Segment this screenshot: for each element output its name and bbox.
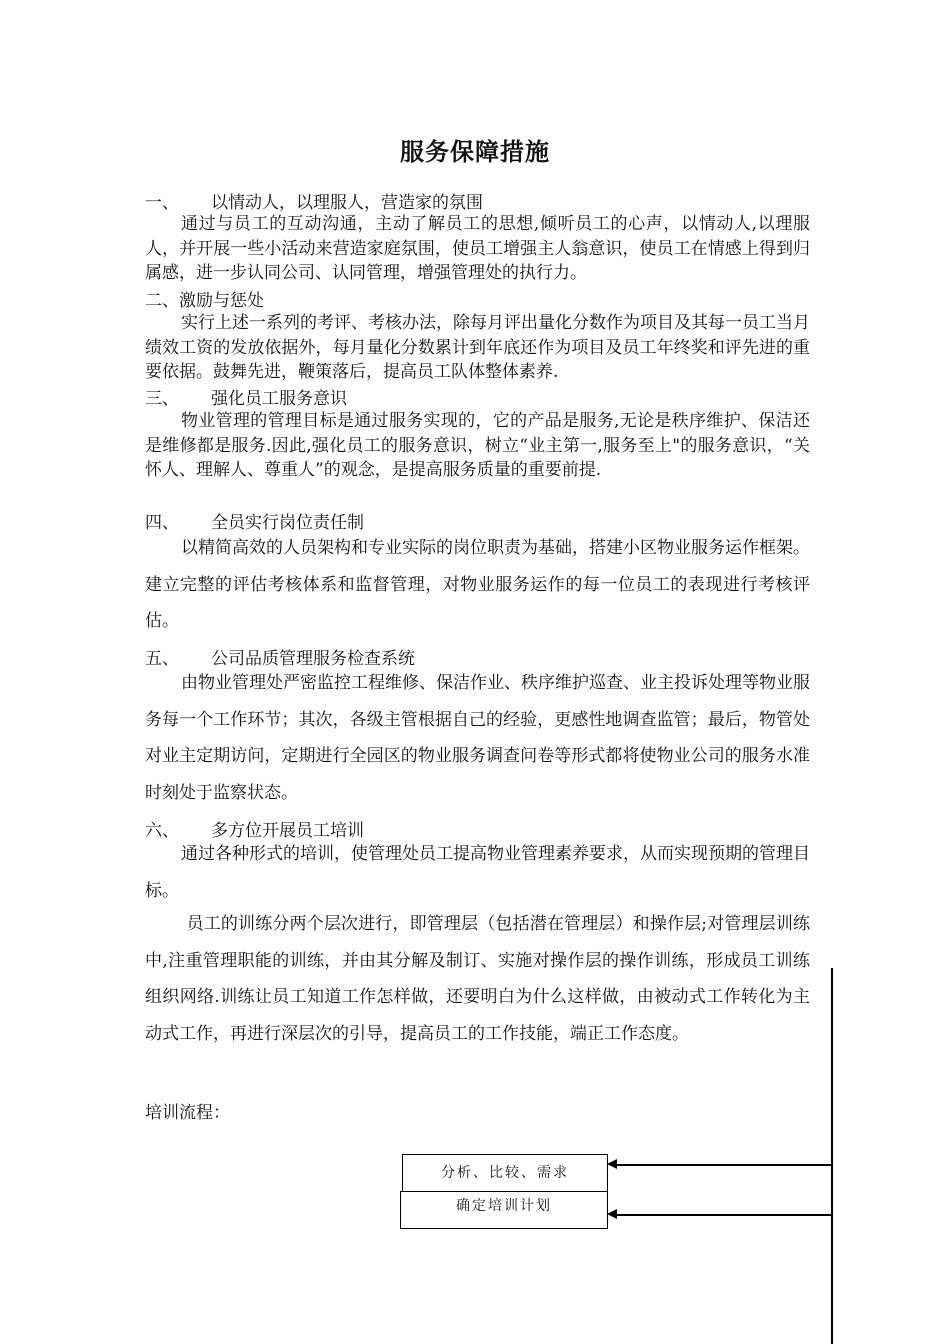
flow-connector-1 (616, 1164, 832, 1166)
section-5-body: 由物业管理处严密监控工程维修、保洁作业、秩序维护巡查、业主投诉处理等物业服务每一个工作环节；其次，各级主管根据自己的经验，更感性地调查监管；最后，物管处对业主定期访问，定期进行全园区的物业服务调查问卷等形式都将使物业公司的服务水准时刻处于监察状态。 (145, 673, 810, 803)
training-flow-label: 培训流程： (145, 1103, 230, 1123)
arrow-left-icon (607, 1159, 617, 1169)
section-2-number: 二、 (145, 291, 179, 311)
section-4-body: 以精简高效的人员架构和专业实际的岗位职责为基础，搭建小区物业服务运作框架。建立完整的评估考核体系和监督管理，对物业服务运作的每一位员工的表现进行考核评估。 (145, 538, 810, 632)
section-6-body-2: 员工的训练分两个层次进行，即管理层（包括潜在管理层）和操作层;对管理层训练中,注重管理职能的训练，并由其分解及制订、实施对操作层的操作训练，形成员工训练组织网络.训练让员工知道工作怎样做，还要明白为什么这样做，由被动式工作转化为主动式工作，再进行深层次的引导，提高员工的工作技能，端正工作态度。 (145, 914, 810, 1044)
section-6-title: 多方位开展员工培训 (211, 821, 364, 841)
section-1-number: 一、 (145, 193, 179, 213)
flow-connector-2 (616, 1214, 832, 1216)
flow-step-analysis-label: 分析、比较、需求 (441, 1165, 569, 1181)
section-6-number: 六、 (145, 821, 179, 841)
flow-feedback-line (831, 968, 833, 1344)
section-5-title: 公司品质管理服务检查系统 (211, 649, 415, 669)
section-2-heading (145, 286, 264, 311)
section-1-title: 以情动人，以理服人，营造家的氛围 (211, 193, 483, 213)
section-2-title: 激励与惩处 (179, 291, 264, 311)
section-5-number: 五、 (145, 649, 179, 669)
page-title: 服务保障措施 (400, 138, 550, 166)
flow-step-analysis-box (402, 1154, 608, 1194)
section-6-body: 通过各种形式的培训，使管理处员工提高物业管理素养要求，从而实现预期的管理目标。 (145, 844, 810, 901)
section-3-body: 物业管理的管理目标是通过服务实现的，它的产品是服务,无论是秩序维护、保洁还是维修都是服务.因此,强化员工的服务意识，树立“业主第一,服务至上"的服务意识，“关怀人、理解人、尊重人”的观念，是提高服务质量的重要前提. (145, 411, 810, 480)
section-3-heading (145, 384, 347, 409)
section-3-number: 三、 (145, 389, 179, 409)
section-1-body: 通过与员工的互动沟通，主动了解员工的思想,倾听员工的心声，以情动人,以理服人，并开展一些小活动来营造家庭氛围，使员工增强主人翁意识，使员工在情感上得到归属感，进一步认同公司、认同管理，增强管理处的执行力。 (145, 214, 810, 283)
section-1-heading (145, 188, 483, 213)
section-4-number: 四、 (145, 513, 179, 533)
flow-step-plan-box (400, 1191, 608, 1229)
section-4-title: 全员实行岗位责任制 (211, 513, 364, 533)
section-2-body: 实行上述一系列的考评、考核办法，除每月评出量化分数作为项目及其每一员工当月绩效工资的发放依据外，每月量化分数累计到年底还作为项目及员工年终奖和评先进的重要依据。鼓舞先进，鞭策落后，提高员工队体整体素养. (145, 313, 810, 382)
section-3-title: 强化员工服务意识 (211, 389, 347, 409)
flow-step-plan-label: 确定培训计划 (456, 1198, 552, 1214)
arrow-left-icon (607, 1209, 617, 1219)
